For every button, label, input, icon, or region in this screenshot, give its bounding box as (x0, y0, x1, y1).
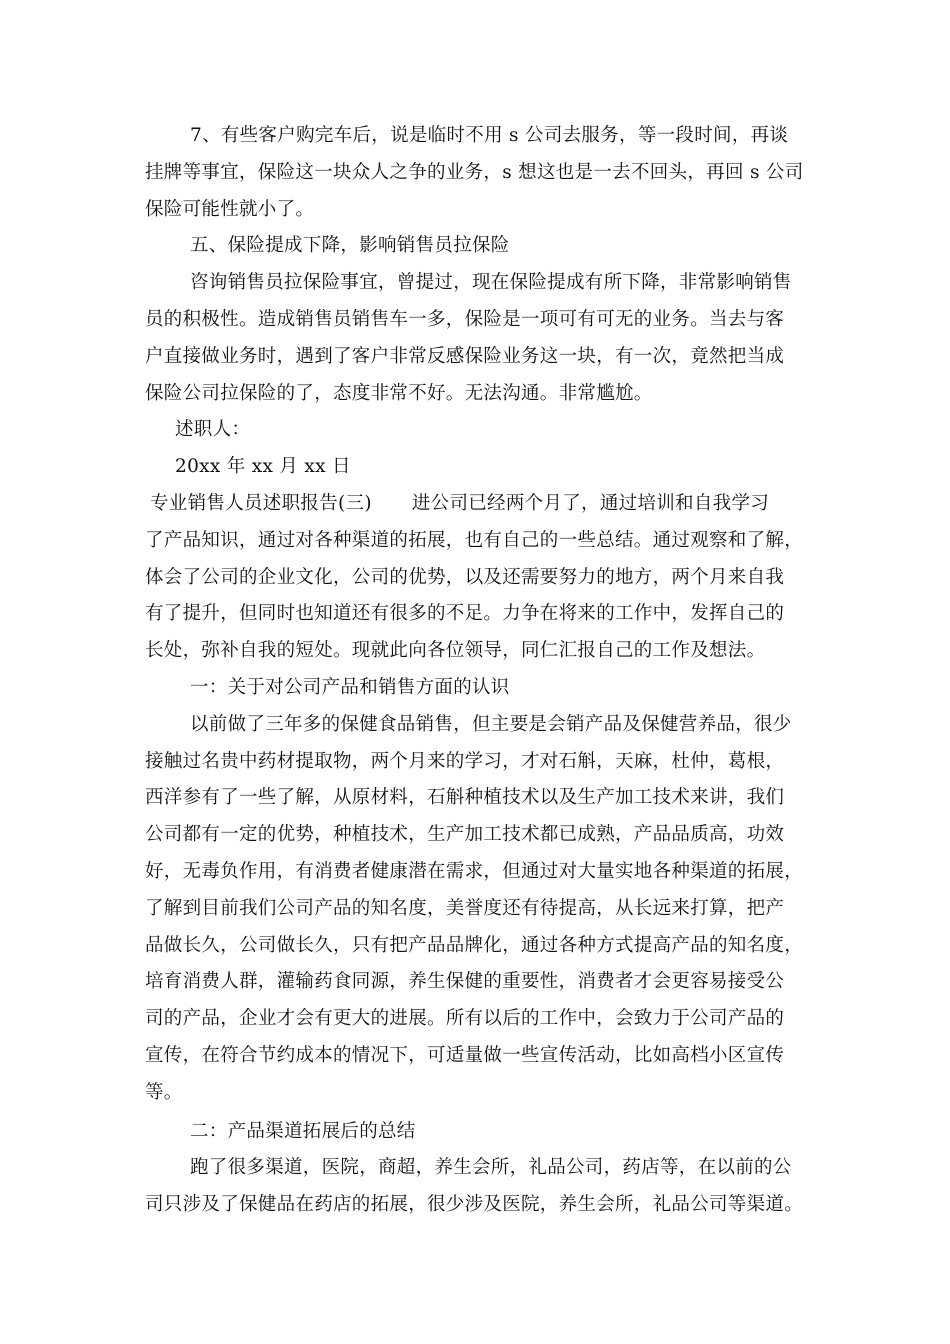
text-line: 了解到目前我们公司产品的知名度，美誉度还有待提高，从长远来打算，把产 (145, 897, 785, 919)
text-line: 跑了很多渠道，医院，商超，养生会所，礼品公司，药店等，在以前的公 (190, 1157, 792, 1179)
report-title: 专业销售人员述职报告(三) (150, 492, 372, 514)
text-line: 7、有些客户购完车后，说是临时不用 s 公司去服务，等一段时间，再谈 (190, 125, 789, 146)
text-line: 户直接做业务时，遇到了客户非常反感保险业务这一块，有一次，竟然把当成 (145, 345, 785, 367)
text-line: 员的积极性。造成销售员销售车一多，保险是一项可有可无的业务。当去与客 (145, 308, 785, 330)
report-date: 20xx 年 xx 月 xx 日 (175, 456, 351, 478)
text-line: 培育消费人群，灌输药食同源，养生保健的重要性，消费者才会更容易接受公 (145, 971, 785, 993)
report-title-line (145, 486, 810, 523)
report-intro (145, 523, 810, 670)
signature-label: 述职人： (175, 419, 251, 441)
text-line: 保险公司拉保险的了，态度非常不好。无法沟通。非常尴尬。 (145, 382, 653, 404)
section-1-body (145, 707, 810, 1112)
text-line: 司只涉及了保健品在药店的拓展，很少涉及医院，养生会所，礼品公司等渠道。 (145, 1194, 804, 1216)
text-line: 司的产品，企业才会有更大的进展。所有以后的工作中，会致力于公司产品的 (145, 1008, 785, 1030)
report-intro-first: 进公司已经两个月了，通过培训和自我学习 (411, 492, 770, 514)
section-heading-5: 五、保险提成下降，影响销售员拉保险 (190, 235, 510, 257)
paragraph-item-7 (145, 118, 810, 228)
text-line: 体会了公司的企业文化，公司的优势，以及还需要努力的地方，两个月来自我 (145, 566, 785, 588)
document-body (145, 118, 810, 1224)
text-line: 保险可能性就小了。 (145, 198, 315, 220)
paragraph-insurance (145, 265, 810, 412)
text-line: 接触过名贵中药材提取物，两个月来的学习，才对石斛，天麻，杜仲，葛根， (145, 750, 785, 772)
text-line: 挂牌等事宜，保险这一块众人之争的业务，s 想这也是一去不回头，再回 s 公司 (145, 161, 804, 183)
text-line: 有了提升，但同时也知道还有很多的不足。力争在将来的工作中，发挥自己的 (145, 603, 785, 625)
text-line: 公司都有一定的优势，种植技术，生产加工技术都已成熟，产品品质高，功效 (145, 824, 785, 846)
text-line: 西洋参有了一些了解，从原材料，石斛种植技术以及生产加工技术来讲，我们 (145, 787, 785, 809)
text-line: 了产品知识，通过对各种渠道的拓展，也有自己的一些总结。通过观察和了解， (145, 529, 804, 551)
section-2-body (145, 1150, 810, 1224)
text-line: 以前做了三年多的保健食品销售，但主要是会销产品及保健营养品，很少 (190, 713, 792, 735)
section-heading-2: 二：产品渠道拓展后的总结 (190, 1120, 416, 1142)
text-line: 咨询销售员拉保险事宜，曾提过，现在保险提成有所下降，非常影响销售 (190, 272, 792, 294)
text-line: 宣传，在符合节约成本的情况下，可适量做一些宣传活动，比如高档小区宣传 (145, 1044, 785, 1066)
text-line: 等。 (145, 1081, 183, 1103)
text-line: 好，无毒负作用，有消费者健康潜在需求，但通过对大量实地各种渠道的拓展， (145, 860, 804, 882)
text-line: 品做长久，公司做长久，只有把产品品牌化，通过各种方式提高产品的知名度， (145, 934, 804, 956)
text-line: 长处，弥补自我的短处。现就此向各位领导，同仁汇报自己的工作及想法。 (145, 640, 766, 662)
section-heading-1: 一：关于对公司产品和销售方面的认识 (190, 676, 510, 698)
